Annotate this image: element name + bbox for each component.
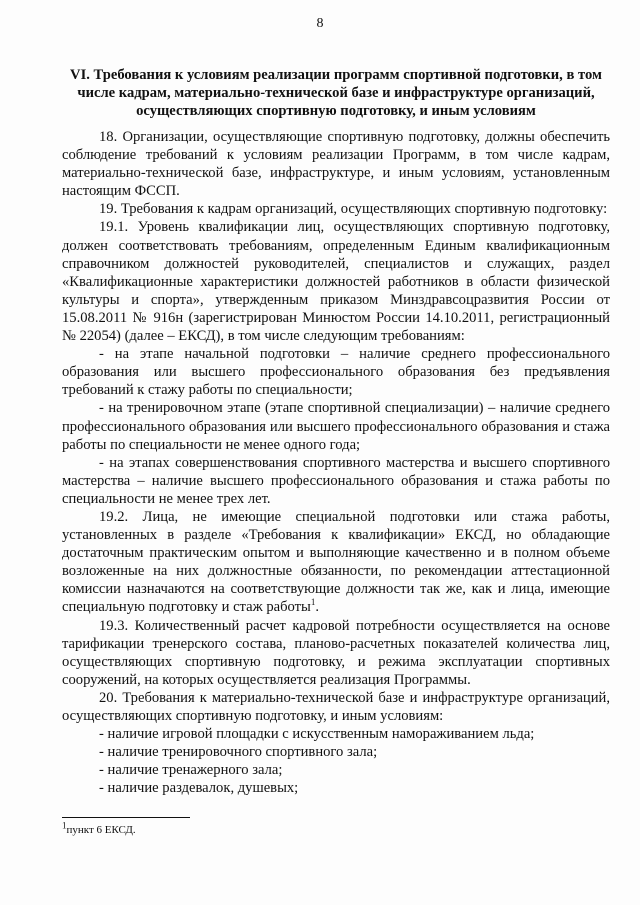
footnote-reference: 1 (310, 597, 316, 608)
footnote-text: пункт 6 ЕКСД. (66, 824, 136, 836)
condition-item: - наличие тренажерного зала; (99, 762, 283, 779)
paragraph-19-3: 19.3. Количественный расчет кадровой потребности осуществляется на основе тарификации тренерского состава, планово-расчетных показателей количества лиц, осуществляющих спортивную подготовку, и режима эксплуатации спортивных сооружений, на которых осуществляется реализация Программы. (62, 617, 610, 688)
paragraph-19-2 (62, 508, 610, 617)
footnote-divider (62, 817, 190, 818)
section-heading: VI. Требования к условиям реализации программ спортивной подготовки, в том числе кадрам, материально-технической базе и инфраструктуре организаций, осуществляющих спортивную подготовку, и иным условиям (70, 67, 602, 119)
paragraph-20: 20. Требования к материально-технической базе и инфраструктуре организаций, осуществляющих спортивную подготовку, и иным условиям: (62, 689, 610, 724)
requirement-item: - на этапе начальной подготовки – наличие среднего профессионального образования или высшего профессионального образования без предъявления требований к стажу работы по специальности; (62, 346, 610, 399)
document-body (62, 66, 610, 797)
paragraph-19: 19. Требования к кадрам организаций, осуществляющих спортивную подготовку: (99, 201, 608, 218)
condition-item: - наличие тренировочного спортивного зала; (99, 744, 378, 761)
paragraph-19-2-end: . (315, 599, 319, 616)
condition-item: - наличие игровой площадки с искусственным намораживанием льда; (99, 726, 535, 743)
condition-item: - наличие раздевалок, душевых; (99, 780, 299, 797)
paragraph-19-1: 19.1. Уровень квалификации лиц, осуществляющих спортивную подготовку, должен соответствовать требованиям, определенным Единым квалификационным справочником должностей руководителей, специалистов и служащих, раздел «Квалификационные характеристики должностей работников в области физической культуры и спорта», утвержденным приказом Минздравсоцразвития России от 15.08.2011 № 916н (зарегистрирован Минюстом России 14.10.2011, регистрационный № 22054) (далее – ЕКСД), в том числе следующим требованиям: (62, 219, 610, 345)
footnote-mark: 1 (62, 820, 67, 831)
requirement-item: - на тренировочном этапе (этапе спортивной специализации) – наличие среднего профессионального образования или высшего профессионального образования и стажа работы по специальности не менее одного года; (62, 400, 610, 453)
paragraph-18: 18. Организации, осуществляющие спортивную подготовку, должны обеспечить соблюдение требований к условиям реализации Программ, в том числе кадрам, материально-технической базе, инфраструктуре, и иным условиям, установленным настоящим ФССП. (62, 129, 610, 200)
paragraph-19-2-text: 19.2. Лица, не имеющие специальной подготовки или стажа работы, установленных в разделе «Требования к квалификации» ЕКСД, но обладающие достаточным практическим опытом и выполняющие качественно и в полном объеме возложенные на них должностные обязанности, по рекомендации аттестационной комиссии назначаются на соответствующие должности так же, как и лица, имеющие специальную подготовку и стаж работы (62, 508, 610, 616)
footnote (62, 820, 136, 836)
page-number: 8 (316, 16, 324, 31)
requirement-item: - на этапах совершенствования спортивного мастерства и высшего спортивного мастерства – наличие высшего профессионального образования и стажа работы по специальности не менее трех лет. (62, 454, 610, 507)
